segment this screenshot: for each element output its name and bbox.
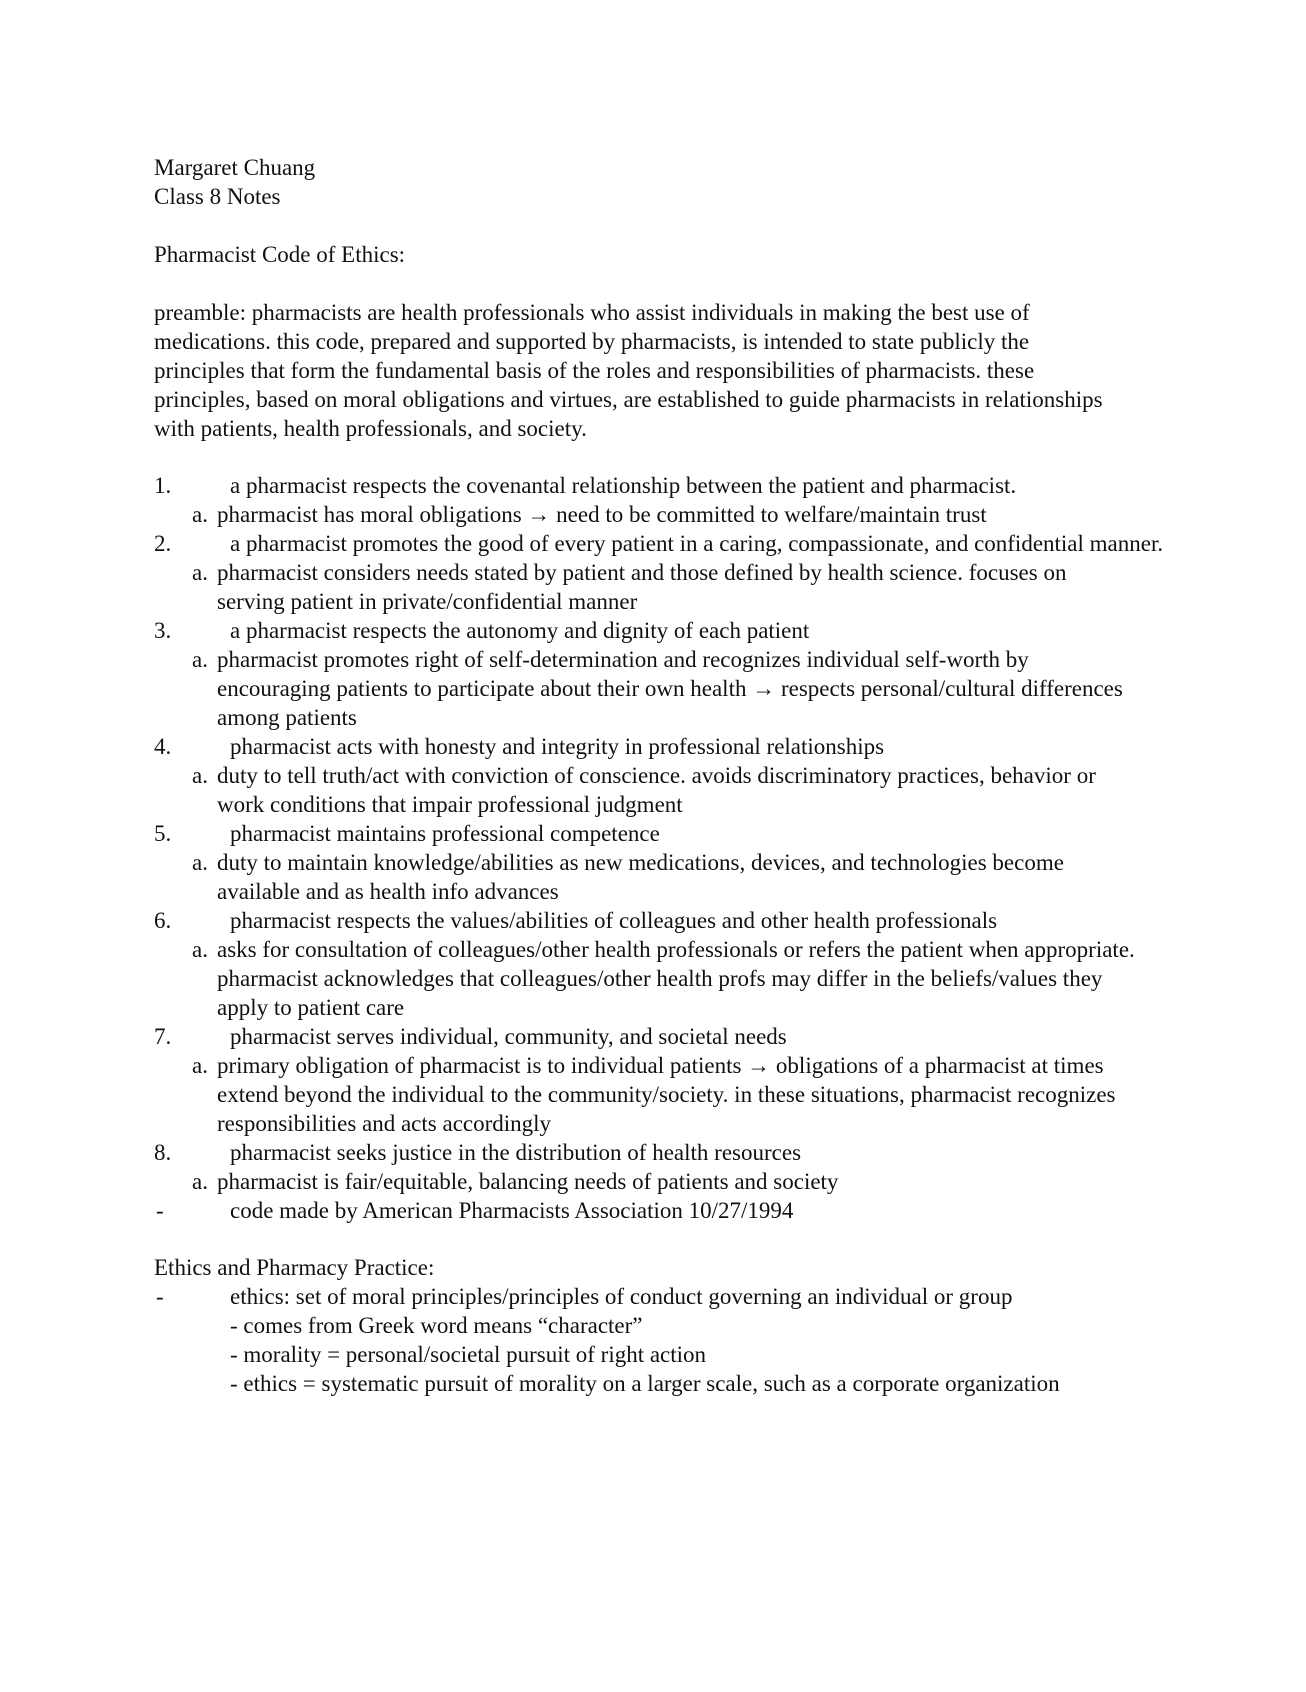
subpoint-letter: a. (192, 647, 208, 672)
principle-item (154, 819, 1190, 848)
subpoint-letter: a. (192, 850, 208, 875)
subpoint-text: duty to tell truth/act with conviction of conscience. avoids discriminatory practices, behavior or work conditions that impair professional judgment (217, 763, 1096, 817)
principle-number: 7. (154, 1024, 172, 1049)
principle-item (154, 732, 1190, 761)
principle-subpoint (154, 848, 1139, 906)
dash-marker: - (156, 1284, 164, 1309)
dash-marker: - (156, 1198, 164, 1223)
principle-item (154, 471, 1190, 500)
ethics-definition (154, 1282, 1154, 1311)
document-page (154, 153, 1164, 1398)
principle-number: 1. (154, 473, 172, 498)
principle-item (154, 529, 1190, 558)
subpoint-letter: a. (192, 560, 208, 585)
author-name: Margaret Chuang (154, 155, 316, 180)
principle-number: 4. (154, 734, 172, 759)
subpoint-text: primary obligation of pharmacist is to individual patients → obligations of a pharmacist at times extend beyond the individual to the community/society. in these situations, pharmacist recognizes responsibilities and acts accordingly (217, 1053, 1116, 1136)
ethics-point: - ethics = systematic pursuit of morality on a larger scale, such as a corporate organization (230, 1371, 1060, 1396)
principle-number: 8. (154, 1140, 172, 1165)
ethics-point: - morality = personal/societal pursuit of right action (230, 1342, 707, 1367)
ethics-point: - comes from Greek word means “character” (230, 1313, 643, 1338)
code-source-text: code made by American Pharmacists Association 10/27/1994 (230, 1198, 794, 1223)
principle-text: a pharmacist respects the autonomy and dignity of each patient (230, 618, 810, 643)
principle-number: 6. (154, 908, 172, 933)
subpoint-text: pharmacist promotes right of self-determination and recognizes individual self-worth by encouraging patients to participate about their own health → respects personal/cultural differences among patients (217, 647, 1123, 730)
principle-text: a pharmacist promotes the good of every patient in a caring, compassionate, and confidential manner. (230, 531, 1164, 556)
principle-text: pharmacist respects the values/abilities of colleagues and other health professionals (230, 908, 998, 933)
subpoint-letter: a. (192, 937, 208, 962)
principle-subpoint (154, 558, 1139, 616)
code-source-note (154, 1196, 1154, 1225)
section-heading-code-of-ethics: Pharmacist Code of Ethics: (154, 242, 406, 267)
principle-number: 2. (154, 531, 172, 556)
principle-number: 5. (154, 821, 172, 846)
principle-text: pharmacist seeks justice in the distribution of health resources (230, 1140, 802, 1165)
principle-item (154, 1022, 1190, 1051)
principle-text: pharmacist acts with honesty and integrity in professional relationships (230, 734, 885, 759)
principle-subpoint (154, 761, 1139, 819)
ethics-definition-text: ethics: set of moral principles/principles of conduct governing an individual or group (230, 1284, 1013, 1309)
subpoint-text: pharmacist is fair/equitable, balancing needs of patients and society (217, 1169, 839, 1194)
principle-number: 3. (154, 618, 172, 643)
class-notes-title: Class 8 Notes (154, 184, 281, 209)
subpoint-letter: a. (192, 1169, 208, 1194)
principle-subpoint (154, 935, 1139, 1022)
principle-item (154, 616, 1190, 645)
principle-subpoint (154, 1051, 1139, 1138)
principle-subpoint (154, 500, 1139, 529)
subpoint-text: duty to maintain knowledge/abilities as new medications, devices, and technologies become available and as health info advances (217, 850, 1064, 904)
subpoint-letter: a. (192, 763, 208, 788)
subpoint-letter: a. (192, 1053, 208, 1078)
principle-subpoint (154, 1167, 1139, 1196)
principle-text: pharmacist serves individual, community, and societal needs (230, 1024, 787, 1049)
section-heading-ethics-practice: Ethics and Pharmacy Practice: (154, 1255, 435, 1280)
preamble-paragraph: preamble: pharmacists are health professionals who assist individuals in making the best use of medications. this code, prepared and supported by pharmacists, is intended to state publicly the principles that form the fundamental basis of the roles and responsibilities of pharmacists. these principles, based on moral obligations and virtues, are established to guide pharmacists in relationships with patients, health professionals, and society. (154, 300, 1103, 441)
subpoint-text: pharmacist has moral obligations → need to be committed to welfare/maintain trust (217, 502, 987, 527)
subpoint-text: pharmacist considers needs stated by patient and those defined by health science. focuses on serving patient in private/confidential manner (217, 560, 1067, 614)
principle-subpoint (154, 645, 1139, 732)
principle-text: pharmacist maintains professional competence (230, 821, 660, 846)
ethics-principles-list (154, 471, 1164, 1196)
principle-item (154, 1138, 1190, 1167)
principle-text: a pharmacist respects the covenantal relationship between the patient and pharmacist. (230, 473, 1017, 498)
principle-item (154, 906, 1190, 935)
subpoint-text: asks for consultation of colleagues/other health professionals or refers the patient when appropriate. pharmacist acknowledges that colleagues/other health profs may differ in the beliefs/values they apply to patient care (217, 937, 1135, 1020)
subpoint-letter: a. (192, 502, 208, 527)
